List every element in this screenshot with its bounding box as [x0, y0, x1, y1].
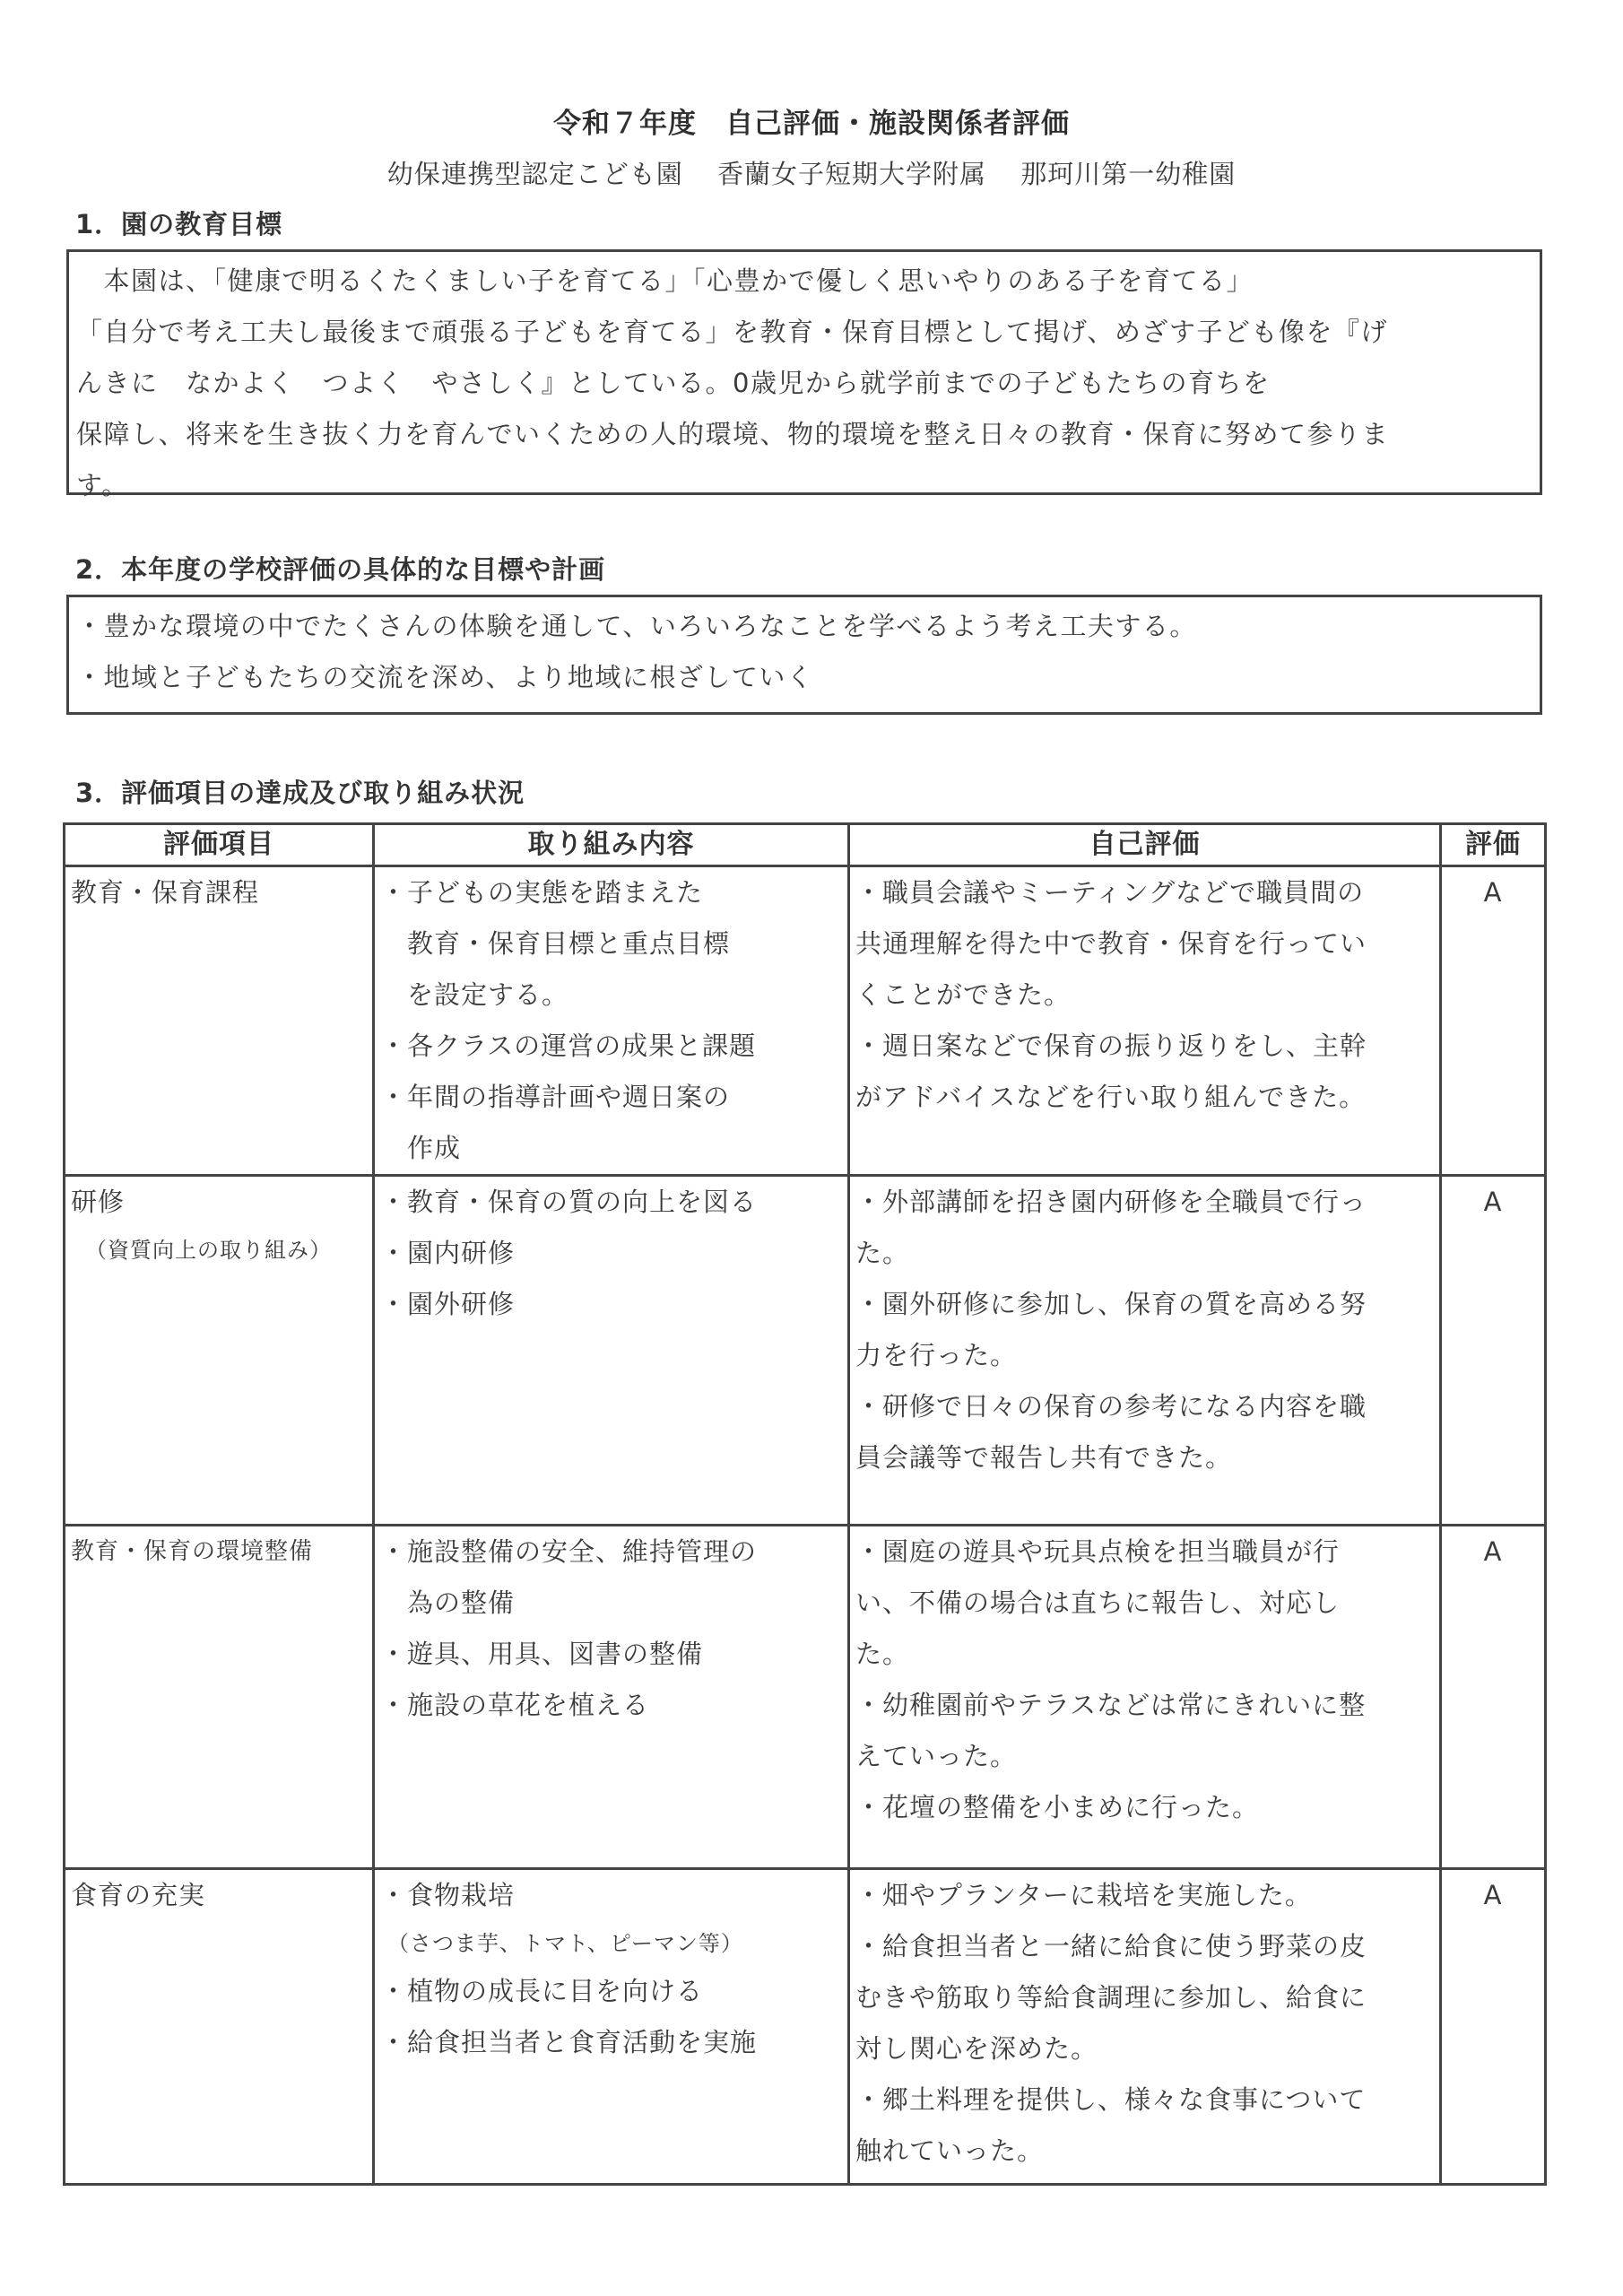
self-eval-cell [849, 866, 1441, 1176]
grade-cell: A [1441, 1176, 1546, 1526]
column-header-item: 評価項目 [65, 824, 374, 866]
self-eval-line: 共通理解を得た中で教育・保育を行ってい [855, 928, 1367, 959]
eval-item-label: 食育の充実 [71, 1880, 206, 1910]
self-eval-line: えていった。 [855, 1741, 1018, 1771]
goals-line: んきに なかよく つよく やさしく』としている。0歳児から就学前までの子どもたちの育ちを [76, 368, 1271, 398]
self-eval-line: 員会議等で報告し共有できた。 [855, 1442, 1233, 1473]
self-eval-line: た。 [855, 1639, 910, 1669]
content-line: ・園外研修 [380, 1289, 516, 1319]
self-eval-line: くことができた。 [855, 979, 1072, 1010]
self-eval-line: ・週日案などで保育の振り返りをし、主幹 [855, 1031, 1367, 1061]
eval-item-sublabel: （資質向上の取り組み） [85, 1238, 332, 1263]
table-row [65, 1526, 1546, 1869]
self-eval-line: 力を行った。 [855, 1340, 1018, 1370]
section1-heading: 1．園の教育目標 [75, 209, 283, 239]
self-eval-line: ・研修で日々の保育の参考になる内容を職 [855, 1391, 1367, 1422]
content-line: ・子どもの実態を踏まえた [380, 877, 704, 908]
education-goals-box [66, 249, 1542, 500]
table-row [65, 866, 1546, 1176]
column-header-self-eval: 自己評価 [849, 824, 1441, 866]
self-eval-line: ・園庭の遊具や玩具点検を担当職員が行 [855, 1536, 1341, 1567]
table-row [65, 1176, 1546, 1526]
eval-item-label: 研修 [71, 1187, 126, 1217]
content-line: ・遊具、用具、図書の整備 [380, 1639, 704, 1669]
column-header-grade: 評価 [1441, 824, 1546, 866]
self-eval-line: ・畑やプランターに栽培を実施した。 [855, 1880, 1312, 1910]
self-eval-line: ・外部講師を招き園内研修を全職員で行っ [855, 1187, 1367, 1217]
self-eval-cell [849, 1176, 1441, 1526]
self-eval-line: た。 [855, 1238, 910, 1268]
goals-line: す。 [76, 470, 129, 500]
self-eval-line: い、不備の場合は直ちに報告し、対応し [855, 1587, 1341, 1618]
evaluation-table [63, 822, 1547, 2186]
grade-cell: A [1441, 866, 1546, 1176]
self-eval-line: ・郷土料理を提供し、様々な食事について [855, 2084, 1367, 2115]
content-line: ・各クラスの運営の成果と課題 [380, 1031, 757, 1061]
section3-heading: 3．評価項目の達成及び取り組み状況 [75, 778, 525, 808]
goals-line: 保障し、将来を生き抜く力を育んでいくための人的環境、物的環境を整え日々の教育・保育に努めて参りま [76, 419, 1390, 449]
content-line: ・植物の成長に目を向ける [380, 1976, 704, 2006]
self-eval-line: 対し関心を深めた。 [855, 2033, 1098, 2064]
self-eval-line: がアドバイスなどを行い取り組んできた。 [855, 1082, 1367, 1112]
column-header-content: 取り組み内容 [374, 824, 849, 866]
content-line: 教育・保育目標と重点目標 [380, 928, 731, 959]
table-header-row [65, 824, 1546, 866]
document-subtitle [0, 154, 1623, 191]
plan-item: ・豊かな環境の中でたくさんの体験を通して、いろいろなことを学べるよう考え工夫する。 [76, 611, 1197, 641]
goals-line: 本園は、「健康で明るくたくましい子を育てる」「心豊かで優しく思いやりのある子を育てる」 [76, 265, 1254, 296]
grade-cell: A [1441, 1869, 1546, 2185]
plan-item: ・地域と子どもたちの交流を深め、より地域に根ざしていく [76, 662, 814, 692]
content-line: 作成 [380, 1133, 462, 1163]
content-cell [374, 1869, 849, 2185]
content-line: ・園内研修 [380, 1238, 516, 1268]
self-eval-line: 触れていった。 [855, 2135, 1045, 2166]
content-line: ・施設の草花を植える [380, 1690, 650, 1720]
content-cell [374, 1526, 849, 1869]
self-eval-line: ・幼稚園前やテラスなどは常にきれいに整 [855, 1690, 1367, 1720]
yearly-plan-box [66, 595, 1542, 715]
subtitle-school-name: 那珂川第一幼稚園 [1020, 159, 1237, 189]
self-eval-line: ・園外研修に参加し、保育の質を高める努 [855, 1289, 1367, 1319]
eval-item-cell [65, 1176, 374, 1526]
content-line: ・給食担当者と食育活動を実施 [380, 2027, 758, 2057]
self-eval-cell [849, 1526, 1441, 1869]
content-cell [374, 1176, 849, 1526]
self-eval-line: ・職員会議やミーティングなどで職員間の [855, 877, 1365, 908]
eval-item-label: 教育・保育課程 [71, 877, 260, 908]
subtitle-org-type: 幼保連携型認定こども園 [386, 159, 683, 189]
content-line: ・年間の指導計画や週日案の [380, 1082, 731, 1112]
self-eval-line: ・給食担当者と一緒に給食に使う野菜の皮 [855, 1931, 1367, 1961]
content-line: ・施設整備の安全、維持管理の [380, 1536, 758, 1567]
self-eval-cell [849, 1869, 1441, 2185]
section2-heading: 2．本年度の学校評価の具体的な目標や計画 [75, 554, 606, 585]
content-cell [374, 866, 849, 1176]
content-line: 為の整備 [380, 1587, 516, 1618]
content-line: ・教育・保育の質の向上を図る [380, 1187, 758, 1217]
eval-item-cell [65, 1526, 374, 1869]
subtitle-affiliation: 香蘭女子短期大学附属 [716, 159, 986, 189]
eval-item-cell [65, 1869, 374, 2185]
content-line: ・食物栽培 [380, 1880, 516, 1910]
document-title: 令和７年度 自己評価・施設関係者評価 [553, 108, 1070, 140]
self-eval-line: むきや筋取り等給食調理に参加し、給食に [855, 1982, 1367, 2013]
self-eval-line: ・花壇の整備を小まめに行った。 [855, 1792, 1260, 1822]
eval-item-label: 教育・保育の環境整備 [71, 1538, 314, 1565]
content-line: を設定する。 [380, 979, 569, 1010]
table-row [65, 1869, 1546, 2185]
goals-line: 「自分で考え工夫し最後まで頑張る子どもを育てる」を教育・保育目標として掲げ、めざす子ども像を『げ [76, 317, 1388, 347]
grade-cell: A [1441, 1526, 1546, 1869]
content-line-note: （さつま芋、トマト、ピーマン等） [387, 1931, 743, 1956]
eval-item-cell [65, 866, 374, 1176]
